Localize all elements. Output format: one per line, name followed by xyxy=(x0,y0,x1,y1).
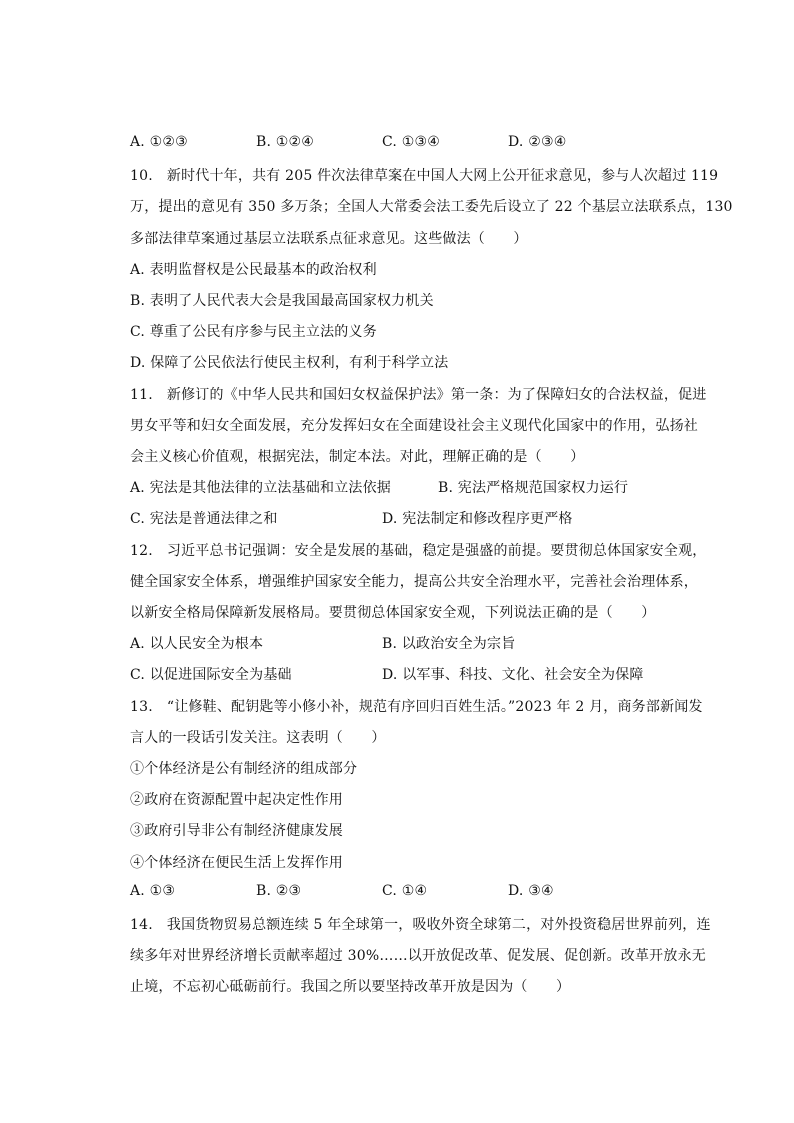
q13-statement-4: ④个体经济在便民生活上发挥作用 xyxy=(130,855,343,871)
q13-options xyxy=(130,883,670,903)
q13-stem-1: “让修鞋、配钥匙等小修小补，规范有序回归百姓生活。”2023 年 2 月，商务部新闻发 xyxy=(166,699,703,715)
q11-line-1 xyxy=(130,384,706,404)
q9-option-b[interactable]: B. ①②④ xyxy=(256,134,315,150)
q13-statement-3: ③政府引导非公有制经济健康发展 xyxy=(130,823,343,839)
q13-option-a[interactable]: A. ①③ xyxy=(130,883,176,899)
q11-options-row-2 xyxy=(130,508,670,528)
q13-option-c[interactable]: C. ①④ xyxy=(382,883,428,899)
q11-options-row-1 xyxy=(130,477,670,497)
q10-option-b[interactable]: B. 表明了人民代表大会是我国最高国家权力机关 xyxy=(130,293,434,309)
q12-options-row-1 xyxy=(130,633,670,653)
q14-number: 14. xyxy=(130,917,153,933)
q10-stem-2: 万，提出的意见有 350 多万条；全国人大常委会法工委先后设立了 22 个基层立法联系点，130 xyxy=(130,199,733,215)
q14-line-1 xyxy=(130,914,711,934)
q10-option-c[interactable]: C. 尊重了公民有序参与民主立法的义务 xyxy=(130,324,377,340)
q11-stem-3: 会主义核心价值观，根据宪法，制定本法。对此，理解正确的是（ ） xyxy=(130,449,585,465)
q9-option-c[interactable]: C. ①③④ xyxy=(382,134,440,150)
q9-option-d[interactable]: D. ②③④ xyxy=(508,134,567,150)
q10-option-d[interactable]: D. 保障了公民依法行使民主权利，有利于科学立法 xyxy=(130,355,449,371)
q13-line-1 xyxy=(130,696,703,716)
q12-option-b[interactable]: B. 以政治安全为宗旨 xyxy=(382,636,516,652)
q10-stem-3: 多部法律草案通过基层立法联系点征求意见。这些做法（ ） xyxy=(130,231,528,247)
q10-number: 10. xyxy=(130,168,153,184)
q11-option-d[interactable]: D. 宪法制定和修改程序更严格 xyxy=(382,511,573,527)
q14-stem-3: 止境，不忘初心砥砺前行。我国之所以要坚持改革开放是因为（ ） xyxy=(130,979,571,995)
q13-option-d[interactable]: D. ③④ xyxy=(508,883,554,899)
q12-number: 12. xyxy=(130,543,153,559)
q12-stem-2: 健全国家安全体系，增强维护国家安全能力，提高公共安全治理水平，完善社会治理体系， xyxy=(130,574,698,590)
q13-stem-2: 言人的一段话引发关注。这表明（ ） xyxy=(130,730,386,746)
q11-option-b[interactable]: B. 宪法严格规范国家权力运行 xyxy=(438,480,629,496)
q12-option-d[interactable]: D. 以军事、科技、文化、社会安全为保障 xyxy=(382,667,644,683)
q12-option-c[interactable]: C. 以促进国际安全为基础 xyxy=(130,667,292,683)
q12-stem-1: 习近平总书记强调：安全是发展的基础，稳定是强盛的前提。要贯彻总体国家安全观， xyxy=(166,543,707,559)
q13-statement-1: ①个体经济是公有制经济的组成部分 xyxy=(130,761,358,777)
q10-option-a[interactable]: A. 表明监督权是公民最基本的政治权利 xyxy=(130,262,377,278)
q11-option-a[interactable]: A. 宪法是其他法律的立法基础和立法依据 xyxy=(130,480,392,496)
q14-stem-1: 我国货物贸易总额连续 5 年全球第一，吸收外资全球第二，对外投资稳居世界前列，连 xyxy=(166,917,711,933)
q11-number: 11. xyxy=(130,387,153,403)
q13-option-b[interactable]: B. ②③ xyxy=(256,883,302,899)
q10-line-1 xyxy=(130,165,718,185)
q13-statement-2: ②政府在资源配置中起决定性作用 xyxy=(130,792,343,808)
q11-option-c[interactable]: C. 宪法是普通法律之和 xyxy=(130,511,278,527)
q12-line-1 xyxy=(130,540,706,560)
q10-stem-1: 新时代十年，共有 205 件次法律草案在中国人大网上公开征求意见，参与人次超过 119 xyxy=(166,168,719,184)
q9-options xyxy=(130,134,670,154)
q13-number: 13. xyxy=(130,699,153,715)
q11-stem-1: 新修订的《中华人民共和国妇女权益保护法》第一条：为了保障妇女的合法权益，促进 xyxy=(166,387,707,403)
q12-options-row-2 xyxy=(130,664,670,684)
q12-stem-3: 以新安全格局保障新发展格局。要贯彻总体国家安全观，下列说法正确的是（ ） xyxy=(130,605,656,621)
q11-stem-2: 男女平等和妇女全面发展，充分发挥妇女在全面建设社会主义现代化国家中的作用，弘扬社 xyxy=(130,418,698,434)
q9-option-a[interactable]: A. ①②③ xyxy=(130,134,188,150)
q14-stem-2: 续多年对世界经济增长贡献率超过 30%……以开放促改革、促发展、促创新。改革开放永无 xyxy=(130,948,706,964)
q12-option-a[interactable]: A. 以人民安全为根本 xyxy=(130,636,264,652)
